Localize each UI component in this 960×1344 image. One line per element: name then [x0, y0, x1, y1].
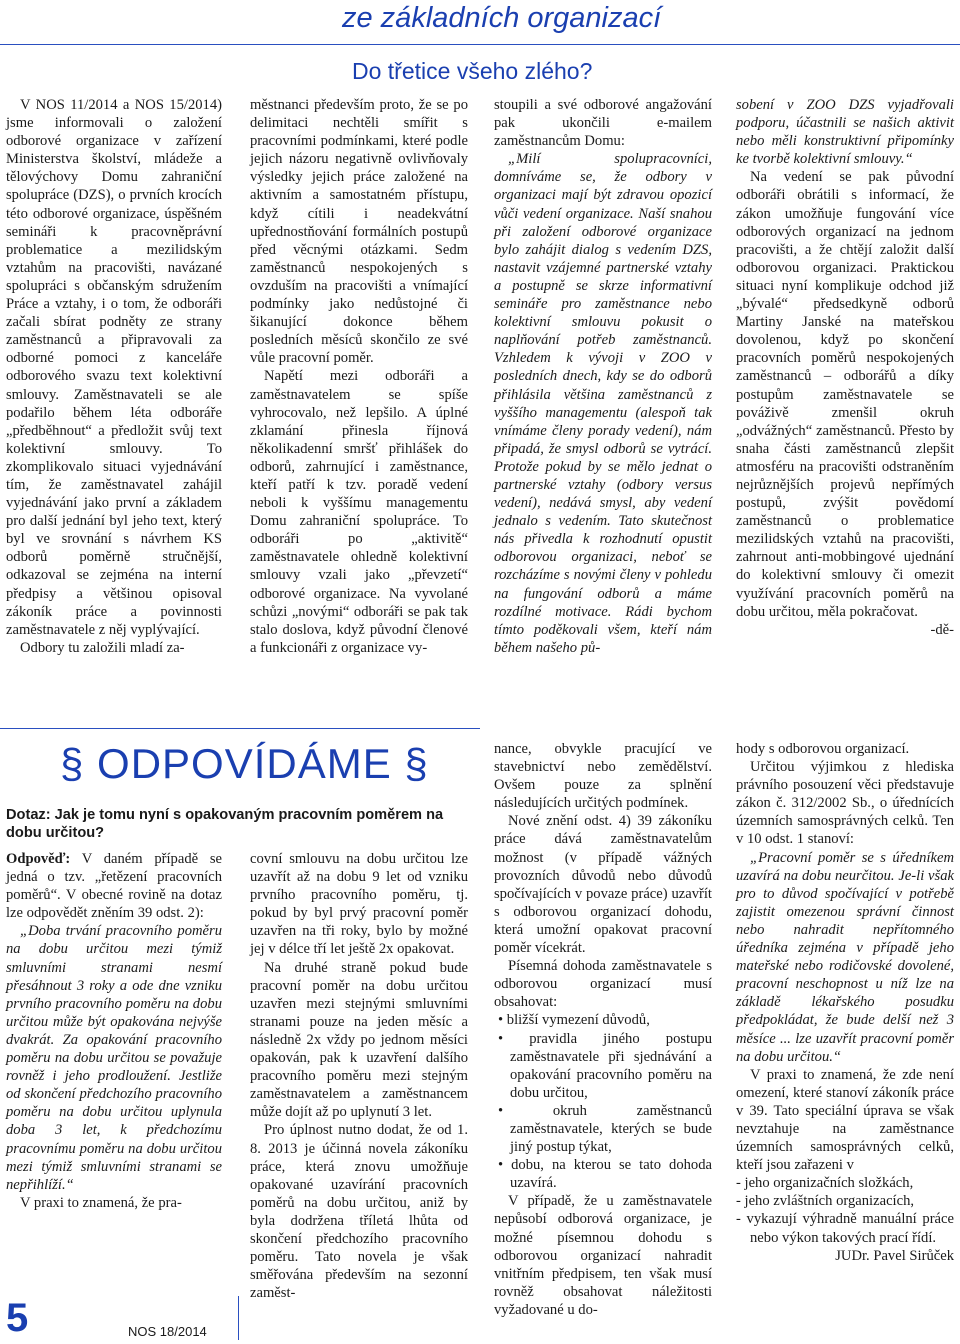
page-number: 5	[6, 1296, 29, 1340]
answer-paragraph: Pro úplnost nutno dodat, že od 1. 8. 2013 je účinná novela zákoníku práce, která znovu umožňuje opakované uzavírání pracovních poměrů na dobu určitou, aniž by byla dodržena tříletá lhůta od skončení předchozího pracovního poměru. Tato novela je však směřována především na sezonní zaměst-	[250, 1122, 468, 1302]
answer-paragraph: covní smlouvu na dobu určitou lze uzavřít až na dobu 9 let od vzniku prvního pracovního poměru, tj. pokud by byl prvý pracovní poměr uzavřen na tři roky, bylo by možné jej v délce tří let ještě 2x opakovat.	[250, 851, 468, 958]
answer-paragraph: V praxi to znamená, že zde není omezení, které stanoví zákoník práce v 39. Tato speciální úprava se však nevztahuje na zaměstnance územních samosprávných celků, kteří jsou zařazeni v	[736, 1066, 954, 1174]
qa-column-4	[736, 740, 954, 1265]
article-headline: Do třetice všeho zlého?	[352, 58, 593, 84]
qa-column-2	[250, 850, 468, 1302]
dash-item: - vykazují výhradně manuální práce nebo výkon takových prací řídí.	[736, 1211, 954, 1246]
article-paragraph: městnanci především proto, že se po delimitaci nechtěli smířit s pracovními podmínkami, které podle jejich názoru negativně ovlivňovaly výsledky jejich práce založené na aktivním a samostatném přístupu, když cítili i neadekvátní upřednostňování formálních postupů před věcnými otázkami. Sedm zaměstnanců nespokojených s ovzduším na pracovišti a vnímající podmínky jako nedůstojné či šikanující dokonce během posledních měsíců skončilo ze své vůle pracovní poměr.	[250, 97, 468, 367]
answer-intro-text: V daném případě se jedná o tzv. „řetězení pracovních poměrů“. V obecné rovině na dotaz lze odpovědět zněním 39 odst. 2):	[6, 851, 222, 922]
answer-paragraph: Určitou výjimkou z hlediska právního posouzení věci představuje zákon č. 312/2002 Sb., o úřednících územních samosprávných celků. Ten v 10 odst. 1 stanoví:	[736, 759, 954, 848]
article-paragraph: Napětí mezi odboráři a zaměstnavatelem se spíše vyhrocovalo, než lepšilo. A úplné zklamání přinesla říjnová několikadenní smršť přihlášek do odborů, zahrnující i zaměstnance, kteří patří k tzv. poradě vedení neboli k vyššímu managementu Domu zahraniční spolupráce. To odboráři po „aktivitě“ zaměstnavatele ohledně kolektivní smlouvy vzali jako „převzetí“ odborové organizace. Na vyvolané schůzi „novými“ odboráři se pak tak stalo doslova, když původní členové a funkcionáři z organizace vy-	[250, 368, 468, 656]
dash-item: - jeho organizačních složkách,	[736, 1175, 914, 1192]
qa-column-3	[494, 740, 712, 1319]
title-rule	[0, 44, 960, 45]
article-column-1	[6, 96, 222, 657]
answer-paragraph: Nové znění odst. 4) 39 zákoníku práce dává zaměstnavatelům možnost (v případě vážných provozních důvodů nebo důvodů spočívajících v povaze práce) uzavřít s odborovou organizací dohodu, která umožní opakovat pracovní poměr vícekrát.	[494, 813, 712, 957]
answer-paragraph: hody s odborovou organizací.	[736, 741, 910, 757]
article-paragraph: Na vedení se pak původní odboráři obrátili s informací, že zákon umožňuje fungování více odborových organizací na jednom pracovišti, a že chtějí založit další odborovou organizaci. Praktickou situaci nyní komplikuje odchod již „bývalé“ předsedkyně odborů Martiny Janské na mateřskou dovolenou, když po skončení pracovních poměrů nespokojených zaměstnanců – odborářů a díky postupům zaměstnavatele se pováživě zmenšil okruh „odvážných“ zaměstnanců. Přesto by snaha části zaměstnanců zlepšit atmosféru na pracovišti odstraněním nejrůznějších projevů nepřímých postupů, zvýšit povědomí zaměstnanců o problematice mezilidských vztahů na pracovišti, zahrnout anti-mobbingové ujednání do kolektivní smlouvy či omezit využívání pracovních poměrů na dobu určitou, měla pokračovat.	[736, 169, 954, 620]
answer-paragraph: Písemná dohoda zaměstnavatele s odborovou organizací musí obsahovat:	[494, 958, 712, 1011]
article-column-4	[736, 96, 954, 639]
article-paragraph: V NOS 11/2014 a NOS 15/2014) jsme informovali o založení odborové organizace v zařízení Ministerstva školství, mládeže a tělovýchovy Domu zahraniční spolupráce (DZS), o prvních krocích této odborové organizace, úspěšném semináři k pracovněprávní problematice a mezilidským vztahům na pracovišti, navázané spolupráci s občanským sdružením Práce a vztahy, i o tom, že odboráři začali sbírat podněty ze strany zaměstnanců a připravovali za odborné pomoci z kanceláře odborového svazu text kolektivní smlouvy. Zaměstnavateli se ale podařilo během léta odboráře „předběhnout“ a předložit svůj text kolektivní smlouvy. To zkomplikovalo situaci vyjednávání tím, že zaměstnavatel zahájil vyjednávání jako první a základem pro další jednání byl jeho text, který byl ve srovnání s návrhem KS odborů poměrně stručnější, odkazoval se zejména na interní předpisy a většinou opisoval zákoník práce a povinnosti zaměstnavatele z něj vyplývající.	[6, 97, 222, 638]
article-signature: -dě-	[930, 621, 954, 638]
bullet-item: • bližší vymezení důvodů,	[498, 1012, 650, 1029]
qa-column-1	[6, 850, 222, 1212]
answer-paragraph: nance, obvykle pracující ve stavebnictví nebo zemědělství. Ovšem pouze za splnění následujících určitých podmínek.	[494, 741, 712, 812]
author-signature: JUDr. Pavel Sirůček	[835, 1247, 954, 1264]
question-text: Dotaz: Jak je tomu nyní s opakovaným pracovním poměrem na dobu určitou?	[6, 807, 444, 841]
bullet-item: • pravidla jiného postupu zaměstnavatele při sjednávání a opakování pracovního poměru na dobu určitou,	[498, 1030, 712, 1101]
law-quote: „Doba trvání pracovního poměru na dobu určitou mezi týmiž smluvními stranami nesmí přesáhnout 3 roky a ode dne vzniku prvního pracovního poměru na dobu určitou může být opakována nejvýše dvakrát. Za opakování pracovního poměru na dobu určitou se považuje rovněž i jeho prodloužení. Jestliže od skončení předchozího pracovního poměru na dobu určitou uplynula doba 3 let, k předchozímu pracovnímu poměru na dobu určitou mezi týmiž smluvními stranami se nepřihlíží.“	[6, 923, 222, 1193]
article-column-2	[250, 96, 468, 657]
section-rule	[0, 728, 480, 729]
issue-label: NOS 18/2014	[128, 1324, 207, 1339]
answer-paragraph: V případě, že u zaměstnavatele nepůsobí odborová organizace, je možné písemnou dohodu s odborovou organizací nahradit vnitřním předpisem, ten však musí rovněž obsahovat náležitosti vyžadované u do-	[494, 1193, 712, 1318]
answer-paragraph: V praxi to znamená, že pra-	[20, 1194, 182, 1211]
article-column-3	[494, 96, 712, 657]
article-paragraph: Odbory tu založili mladí za-	[20, 639, 185, 656]
quoted-email-end: sobení v ZOO DZS vyjadřovali podporu, účastnili se našich aktivit nebo měli konstruktivní připomínky ke tvorbě kolektivní smlouvy.“	[736, 97, 954, 168]
law-quote: „Pracovní poměr se s úředníkem uzavírá na dobu neurčitou. Je-li však pro to důvod spočívající v potřebě zajistit omezenou správní činnost nebo nahradit nepřítomného úředníka zejména v případě jeho mateřské nebo rodičovské dovolené, pracovní neschopnost u níž lze na základě lékařského posudku předpokládat, že bude delší než 3 měsíce ... lze uzavřít pracovní poměr na dobu určitou.“	[736, 849, 954, 1065]
odpovidame-banner: § ODPOVÍDÁME §	[60, 740, 429, 787]
bullet-item: • dobu, na kterou se tato dohoda uzavírá.	[498, 1157, 712, 1192]
article-paragraph: stoupili a své odborové angažování pak ukončili e-mailem zaměstnancům Domu:	[494, 97, 712, 150]
answer-label: Odpověď:	[6, 851, 71, 867]
answer-intro	[6, 850, 222, 922]
answer-paragraph: Na druhé straně pokud bude pracovní poměr na dobu určitou uzavřen mezi stejnými smluvními stranami pouze na jeden měsíc a následně 2x vždy po jednom měsíci opakován, pak k uzavření dalšího pracovního poměru mezi stejným zaměstnavatelem a zaměstnancem může dojít až po uplynutí 3 let.	[250, 959, 468, 1121]
dash-item: - jeho zvláštních organizacích,	[736, 1193, 915, 1210]
section-title: ze základních organizací	[342, 2, 662, 34]
footer-divider	[238, 1296, 239, 1340]
bullet-item: • okruh zaměstnanců zaměstnavatele, kterých se bude jiný postup týkat,	[498, 1102, 712, 1156]
quoted-email: „Milí spolupracovníci, domníváme se, že odbory v organizaci mají být zdravou opozicí vůči vedení organizace. Naší snahou při založení odborové organizace bylo zahájit dialog s vedením DZS, nastavit vzájemné partnerské vztahy a postupně se skrze informativní semináře pro zaměstnance nebo kolektivní smlouvu pokusit o naplňování potřeb zaměstnanců. Vzhledem k vývoji v ZOO v posledních dnech, kdy se do odborů přihlásila většina zaměstnanců z vyššího managementu (alespoň tak vnímáme členy porady vedení), nám připadá, že smysl odborů se vytrácí. Protože pokud by se mělo jednat o partnerské vztahy (odbory versus vedení), nedává smysl, aby vedení jednalo s vedením. Tato skutečnost nás přivedla k rozhodnutí opustit odborovou organizaci, neboť se rozcházíme s novými členy v pohledu na fungování odborů a máme rozdílné motivace. Rádi bychom tímto poděkovali všem, kteří nám během našeho pů-	[494, 151, 712, 656]
